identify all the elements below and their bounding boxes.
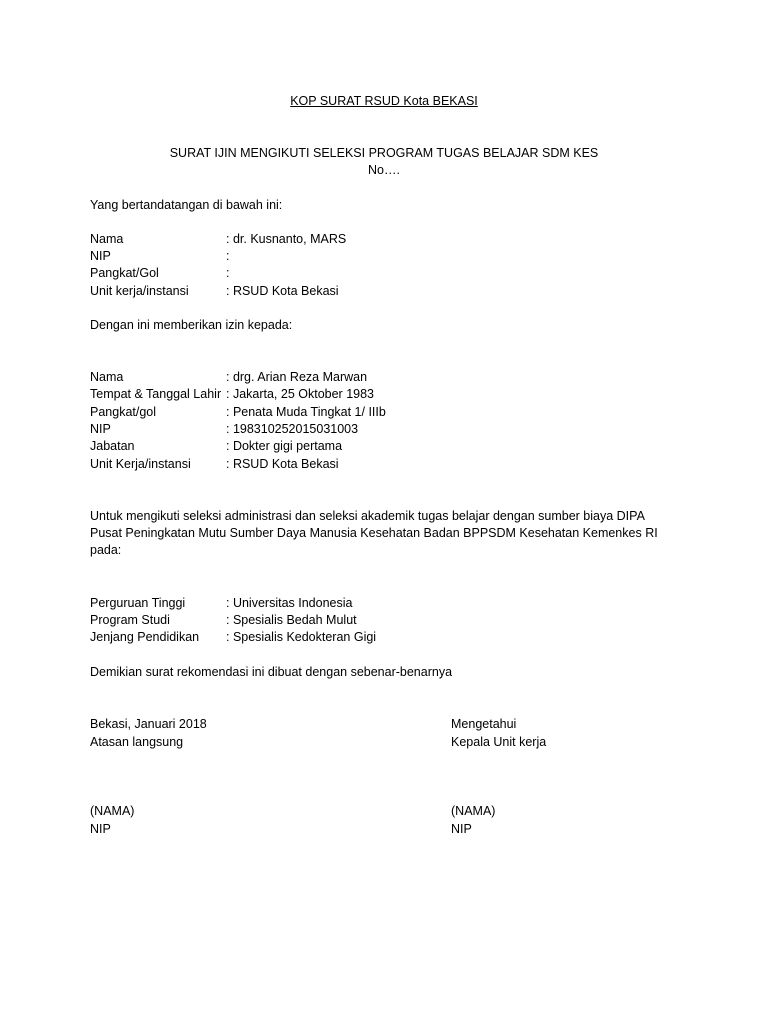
sign-right-role: Kepala Unit kerja [451,735,547,749]
grant-intro-text: Dengan ini memberikan izin kepada: [90,318,293,332]
grantee-name-label: Nama [90,370,124,384]
grantee-position-label: Jabatan [90,439,135,453]
grantee-name-value: : drg. Arian Reza Marwan [226,370,368,384]
sign-right-title: Mengetahui [451,717,517,731]
sign-right-name: (NAMA) [451,804,496,818]
education-level-label: Jenjang Pendidikan [90,630,200,644]
signer-name-label: Nama [90,232,124,246]
signer-rank-label: Pangkat/Gol [90,266,159,280]
document-title: SURAT IJIN MENGIKUTI SELEKSI PROGRAM TUGAS BELAJAR SDM KES [169,146,599,160]
grantee-birth-value: : Jakarta, 25 Oktober 1983 [226,387,375,401]
university-value: : Universitas Indonesia [226,596,353,610]
grantee-position-value: : Dokter gigi pertama [226,439,343,453]
signer-nip-value: : [226,249,230,263]
grantee-rank-value: : Penata Muda Tingkat 1/ IIIb [226,405,386,419]
sign-left-role: Atasan langsung [90,735,184,749]
sign-right-nip: NIP [451,822,472,836]
program-value: : Spesialis Bedah Mulut [226,613,357,627]
education-level-value: : Spesialis Kedokteran Gigi [226,630,377,644]
grantee-unit-label: Unit Kerja/instansi [90,457,191,471]
grantee-unit-value: : RSUD Kota Bekasi [226,457,339,471]
document-number: No…. [368,163,400,177]
sign-left-nip: NIP [90,822,111,836]
intro-text: Yang bertandatangan di bawah ini: [90,198,283,212]
letterhead-title: KOP SURAT RSUD Kota BEKASI [290,94,478,108]
closing-text: Demikian surat rekomendasi ini dibuat dengan sebenar-benarnya [90,665,453,679]
signer-name-value: : dr. Kusnanto, MARS [226,232,347,246]
purpose-line-1: Untuk mengikuti seleksi administrasi dan seleksi akademik tugas belajar dengan sumber biaya DIPA [90,509,645,523]
program-label: Program Studi [90,613,170,627]
grantee-rank-label: Pangkat/gol [90,405,157,419]
sign-left-place-date: Bekasi, Januari 2018 [90,717,207,731]
university-label: Perguruan Tinggi [90,596,186,610]
grantee-birth-label: Tempat & Tanggal Lahir [90,387,222,401]
signer-rank-value: : [226,266,230,280]
grantee-nip-label: NIP [90,422,111,436]
purpose-line-3: pada: [90,543,122,557]
signer-unit-label: Unit kerja/instansi [90,284,189,298]
signer-unit-value: : RSUD Kota Bekasi [226,284,339,298]
signer-nip-label: NIP [90,249,111,263]
purpose-line-2: Pusat Peningkatan Mutu Sumber Daya Manusia Kesehatan Badan BPPSDM Kesehatan Kemenkes RI [90,526,658,540]
sign-left-name: (NAMA) [90,804,135,818]
grantee-nip-value: : 198310252015031003 [226,422,359,436]
